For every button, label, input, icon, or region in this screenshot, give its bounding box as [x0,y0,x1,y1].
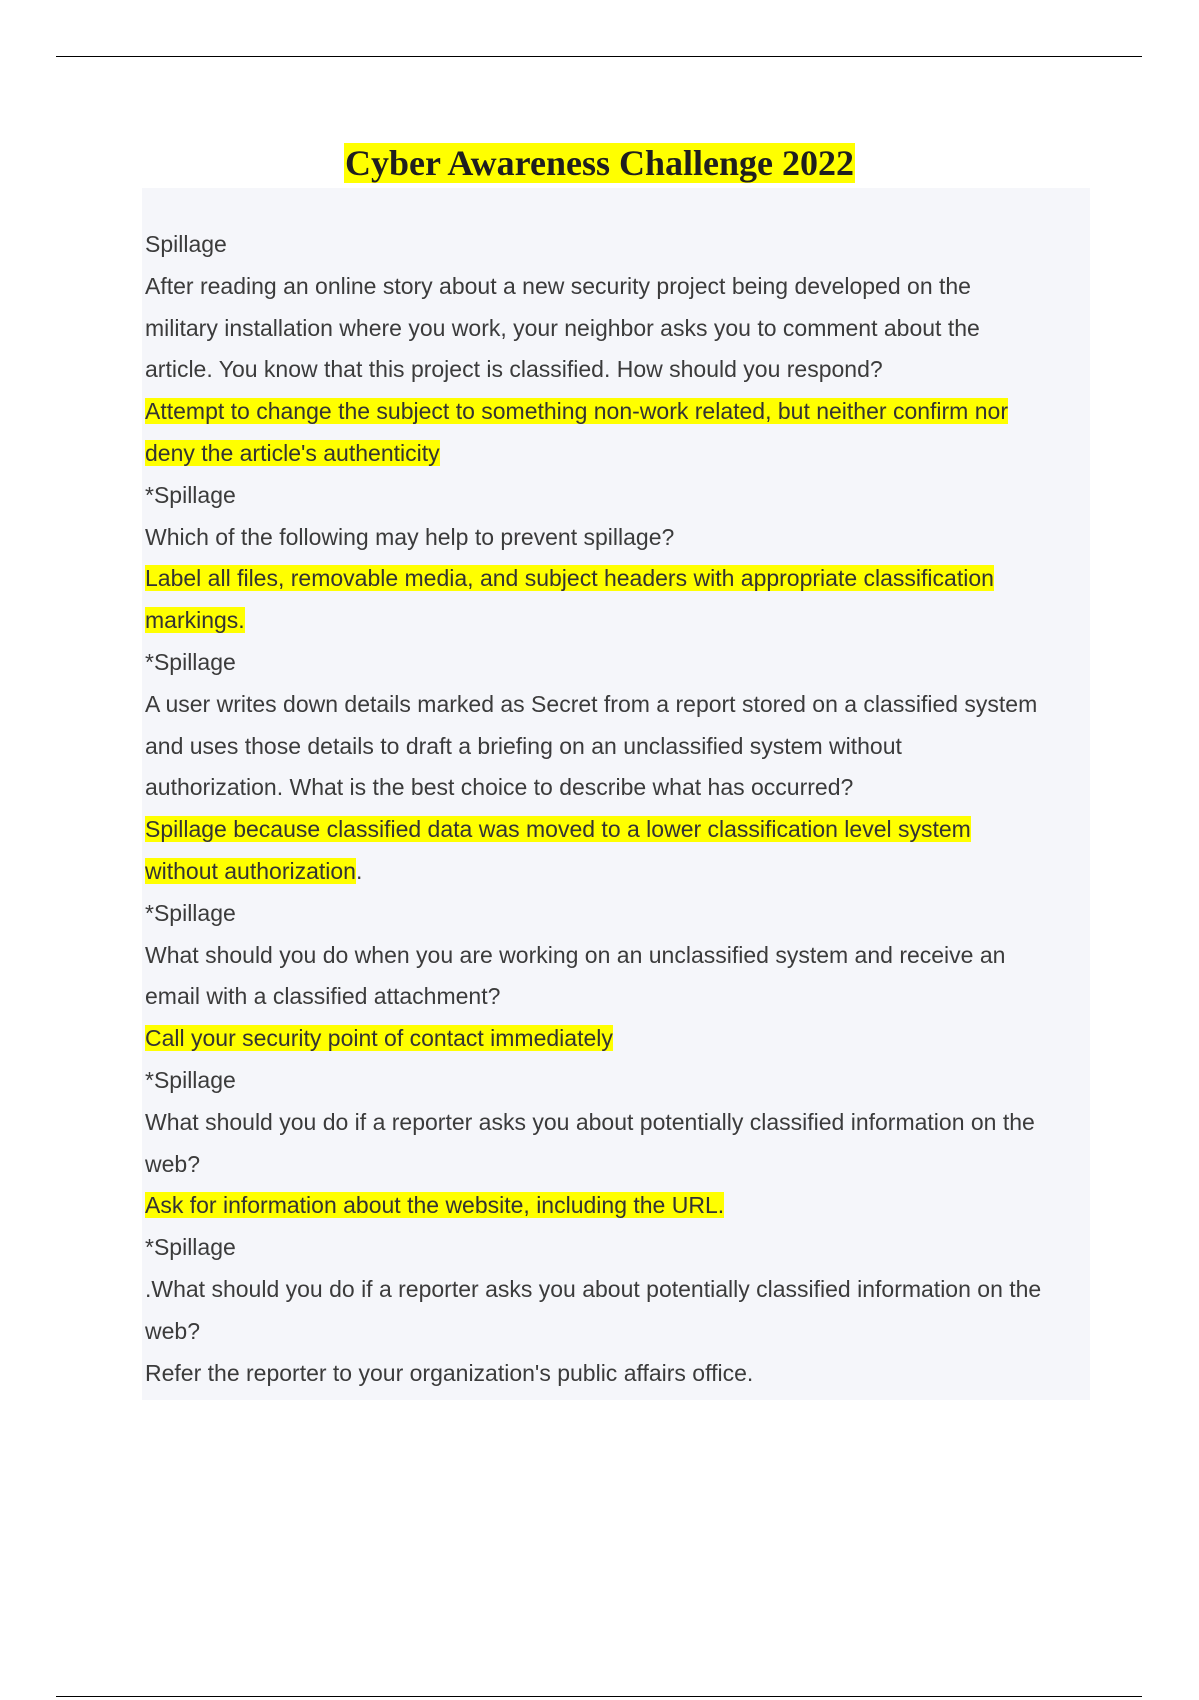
body-text: What should you do if a reporter asks you about potentially classified information on the [145,1108,1035,1135]
body-text: *Spillage [145,899,236,926]
body-text: web? [145,1317,200,1344]
text-line [145,809,1095,851]
text-line [145,475,1095,517]
text-line [145,935,1095,977]
body-text: *Spillage [145,1234,236,1261]
text-line [145,1353,1095,1395]
body-text: authorization. What is the best choice to describe what has occurred? [145,774,854,801]
highlighted-answer-text: Ask for information about the website, including the URL. [145,1192,725,1219]
footer-rule [56,1696,1142,1697]
text-line [145,1227,1095,1269]
body-text: *Spillage [145,481,236,508]
body-text: Refer the reporter to your organization's public affairs office. [145,1359,754,1386]
body-text: A user writes down details marked as Secret from a report stored on a classified system [145,690,1038,717]
text-line [145,893,1095,935]
body-text: web? [145,1150,200,1177]
highlighted-answer-text: deny the article's authenticity [145,439,440,466]
highlighted-answer-text: Call your security point of contact immediately [145,1025,613,1052]
highlighted-answer-text: Spillage because classified data was moved to a lower classification level system [145,816,971,843]
body-text: .What should you do if a reporter asks you about potentially classified information on the [145,1275,1042,1302]
text-line [145,1060,1095,1102]
text-line [145,433,1095,475]
text-line [145,1144,1095,1186]
body-text: What should you do when you are working on an unclassified system and receive an [145,941,1006,968]
text-line [145,224,1095,266]
body-text: email with a classified attachment? [145,983,501,1010]
highlighted-answer-text: without authorization [145,857,356,884]
text-line [145,1018,1095,1060]
highlighted-answer-text: markings. [145,607,245,634]
body-text: *Spillage [145,1066,236,1093]
text-line [145,600,1095,642]
punctuation-text: . [355,857,363,884]
body-text: article. You know that this project is classified. How should you respond? [145,356,883,383]
body-text: *Spillage [145,648,236,675]
body-text: and uses those details to draft a briefing on an unclassified system without [145,732,902,759]
text-line [145,558,1095,600]
highlighted-answer-text: Attempt to change the subject to something non-work related, but neither confirm nor [145,398,1008,425]
text-line [145,517,1095,559]
text-line [145,308,1095,350]
text-line [145,266,1095,308]
body-text: Spillage [145,231,227,257]
body-text: After reading an online story about a new security project being developed on the [145,272,971,299]
document-title: Cyber Awareness Challenge 2022 [345,143,854,183]
text-line [145,391,1095,433]
text-line [145,349,1095,391]
body-text: military installation where you work, your neighbor asks you to comment about the [145,314,980,341]
text-line [145,976,1095,1018]
text-line [145,1311,1095,1353]
text-line [145,684,1095,726]
text-line [145,642,1095,684]
header-rule [56,56,1142,57]
document-body [145,224,1095,1394]
title-container [0,140,1199,186]
highlighted-answer-text: Label all files, removable media, and subject headers with appropriate classification [145,565,994,592]
text-line [145,851,1095,893]
text-line [145,1269,1095,1311]
text-line [145,1185,1095,1227]
body-text: Which of the following may help to prevent spillage? [145,523,675,550]
text-line [145,767,1095,809]
text-line [145,726,1095,768]
text-line [145,1102,1095,1144]
